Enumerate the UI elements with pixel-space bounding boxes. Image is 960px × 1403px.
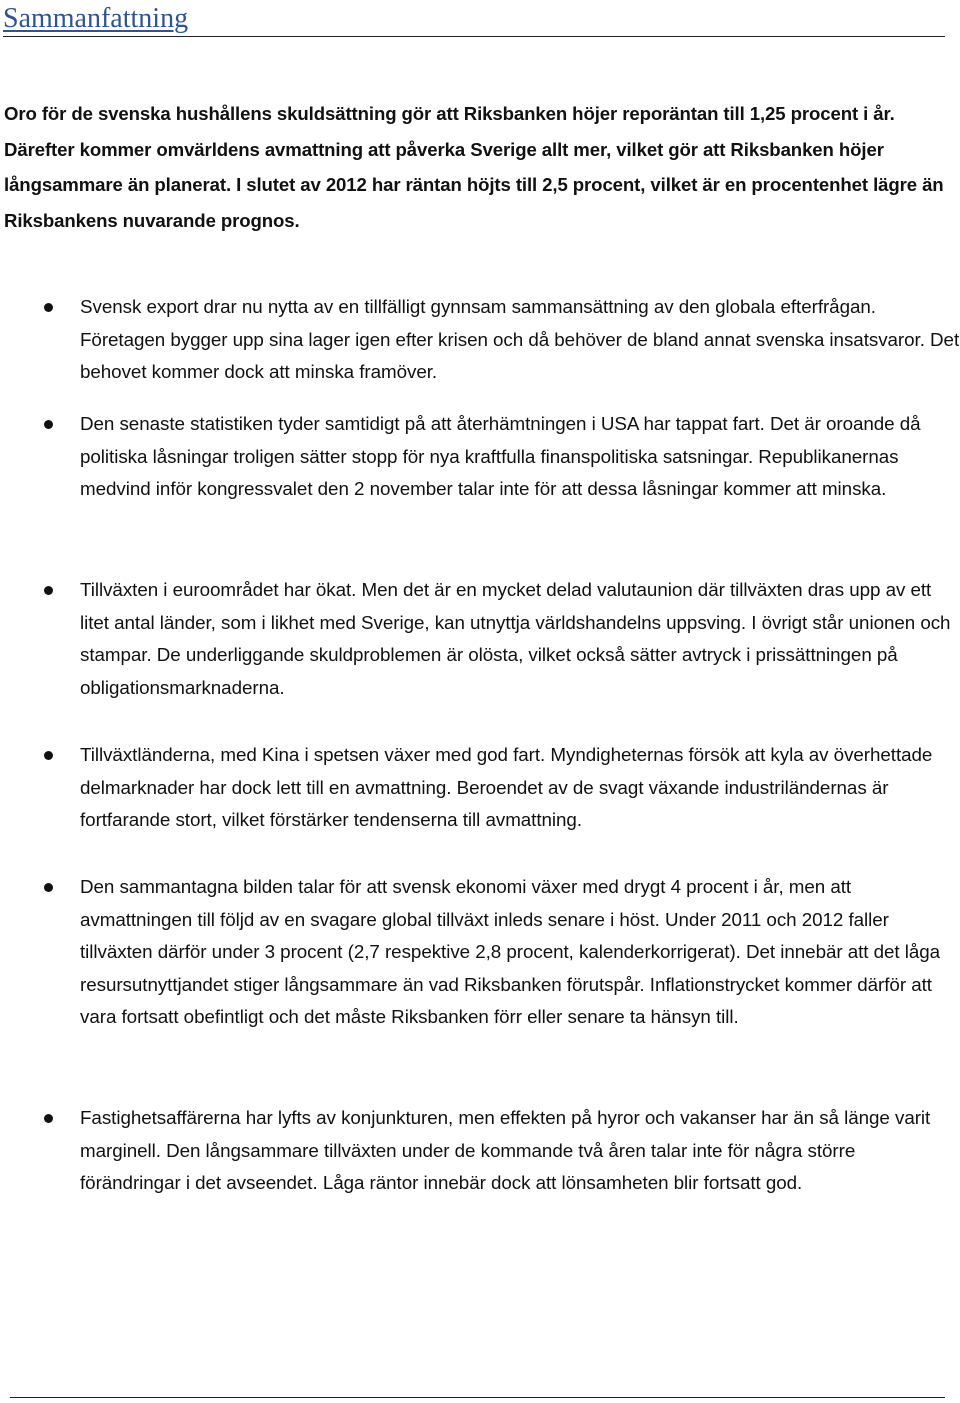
bullet-text: Tillväxtländerna, med Kina i spetsen växer med god fart. Myndigheternas försök att kyla av överhettade delmarknader har dock lett till en avmattning. Beroendet av de svagt växande industriländernas är fortfarande stort, vilket förstärker tendenserna till avmattning.	[80, 744, 933, 830]
summary-intro: Oro för de svenska hushållens skuldsättning gör att Riksbanken höjer reporäntan till 1,25 procent i år. Därefter kommer omvärldens avmattning att påverka Sverige allt mer, vilket gör att Riksbanken höjer långsammare än planerat. I slutet av 2012 har räntan höjts till 2,5 procent, vilket är en procentenhet lägre än Riksbankens nuvarande prognos.	[4, 103, 944, 231]
page-title: Sammanfattning	[3, 3, 189, 34]
bullet-text: Fastighetsaffärerna har lyfts av konjunkturen, men effekten på hyror och vakanser har än så länge varit marginell. Den långsammare tillväxten under de kommande två åren talar inte för några större förändringar i det avseendet. Låga räntor innebär dock att lönsamheten blir fortsatt god.	[80, 1107, 931, 1193]
footer-rule	[10, 1397, 945, 1398]
bullet-text: Den senaste statistiken tyder samtidigt på att återhämtningen i USA har tappat fart. Det är oroande då politiska låsningar troligen sätter stopp för nya kraftfulla finanspolitiska satsningar. Republikanernas medvind inför kongressvalet den 2 november talar inte för att dessa låsningar kommer att minska.	[80, 413, 921, 499]
bullet-item	[0, 1102, 960, 1235]
bullet-item	[0, 408, 960, 574]
bullet-item	[0, 574, 960, 739]
bullet-dot-icon	[44, 751, 53, 760]
bullet-dot-icon	[44, 420, 53, 429]
bullet-text: Svensk export drar nu nytta av en tillfälligt gynnsam sammansättning av den globala efterfrågan. Företagen bygger upp sina lager igen efter krisen och då behöver de bland annat svenska insatsvaror. Det behovet kommer dock att minska framöver.	[80, 296, 960, 382]
bullet-item	[0, 739, 960, 871]
bullet-dot-icon	[44, 883, 53, 892]
bullet-dot-icon	[44, 586, 53, 595]
summary-bullet-list	[0, 291, 960, 1235]
bullet-dot-icon	[44, 303, 53, 312]
bullet-item	[0, 291, 960, 408]
heading-rule	[3, 2, 945, 37]
bullet-text: Tillväxten i euroområdet har ökat. Men det är en mycket delad valutaunion där tillväxten dras upp av ett litet antal länder, som i likhet med Sverige, kan utnyttja världshandelns uppsving. I övrigt står unionen och stampar. De underliggande skuldproblemen är olösta, vilket också sätter avtryck i prissättningen på obligationsmarknaderna.	[80, 579, 951, 698]
bullet-dot-icon	[44, 1114, 53, 1123]
bullet-item	[0, 871, 960, 1102]
bullet-text: Den sammantagna bilden talar för att svensk ekonomi växer med drygt 4 procent i år, men att avmattningen till följd av en svagare global tillväxt inleds senare i höst. Under 2011 och 2012 faller tillväxten därför under 3 procent (2,7 respektive 2,8 procent, kalenderkorrigerat). Det innebär att det låga resursutnyttjandet stiger långsammare än vad Riksbanken förutspår. Inflationstrycket kommer därför att vara fortsatt obefintligt och det måste Riksbanken förr eller senare ta hänsyn till.	[80, 876, 941, 1027]
